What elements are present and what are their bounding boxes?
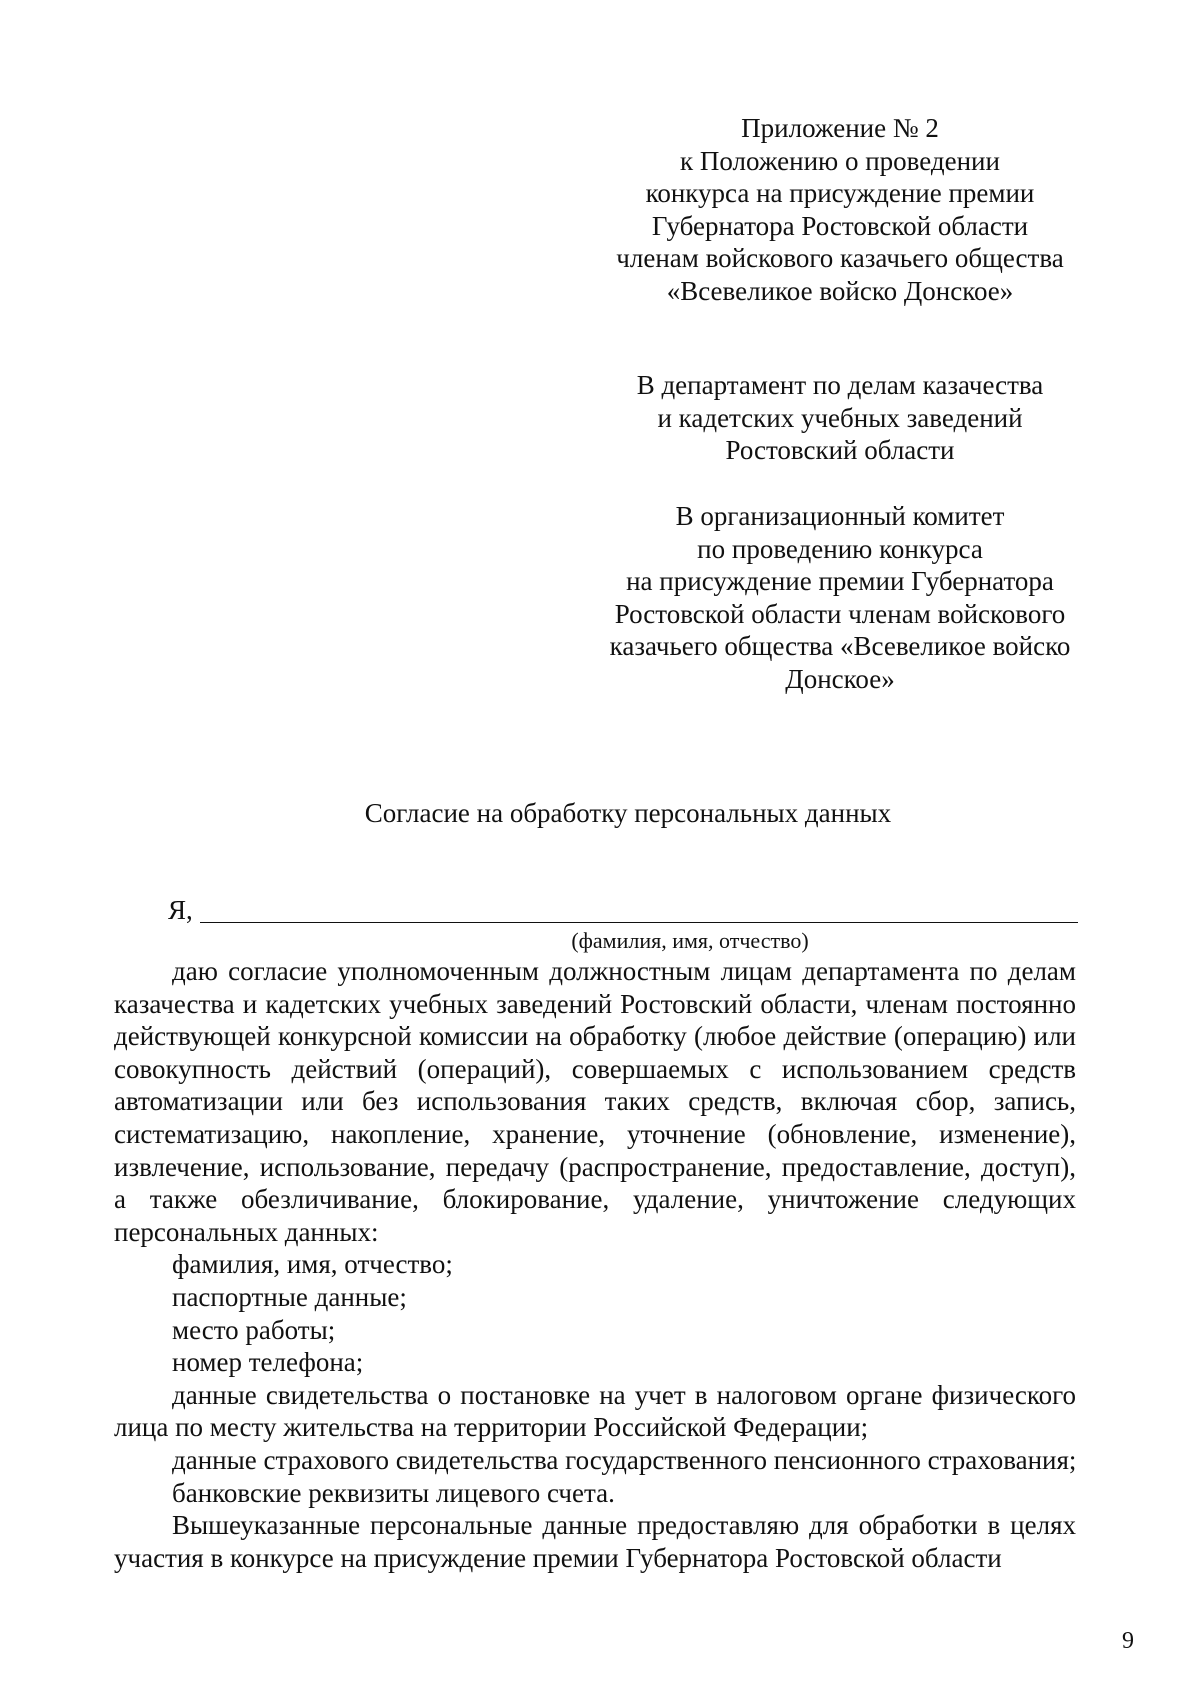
appendix-line: «Всевеликое войско Донское» [666, 275, 1014, 306]
appendix-header [590, 112, 1090, 308]
appendix-line: членам войскового казачьего общества [616, 243, 1064, 274]
consent-paragraph: даю согласие уполномоченным должностным лицам департамента по делам казачества и кадетских учебных заведений Ростовский области, членам постоянно действующей конкурсной комиссии на обработку (любое действие (операцию) или совокупность действий (операций), совершаемых с использованием средств автоматизации или без использования таких средств, включая сбор, запись, систематизацию, накопление, хранение, уточнение (обновление, изменение), извлечение, использование, передачу (распространение, предоставление, доступ), а также обезличивание, блокирование, удаление, уничтожение следующих персональных данных: [114, 956, 1076, 1247]
addressee-line: Донское» [785, 663, 895, 694]
appendix-line: Губернатора Ростовской области [651, 210, 1029, 241]
list-item: номер телефона; [172, 1347, 364, 1378]
appendix-line: конкурса на присуждение премии [645, 178, 1035, 209]
name-prefix: Я, [168, 895, 193, 925]
appendix-line: к Положению о проведении [680, 145, 1000, 176]
tax-certificate-item: данные свидетельства о постановке на учет в налоговом органе физического лица по месту жительства на территории Российской Федерации; [114, 1379, 1076, 1443]
addressee-line: и кадетских учебных заведений [657, 402, 1023, 433]
purpose-paragraph: Вышеуказанные персональные данные предоставляю для обработки в целях участия в конкурсе на присуждение премии Губернатора Ростовской области [114, 1510, 1076, 1573]
page-number: 9 [1122, 1628, 1134, 1654]
addressee-line: по проведению конкурса [697, 533, 983, 564]
addressee-line: казачьего общества «Всевеликое войско [609, 631, 1071, 662]
addressee-department [590, 369, 1090, 467]
pension-certificate-item: данные страхового свидетельства государственного пенсионного страхования; [172, 1444, 1077, 1475]
name-underline [200, 922, 1078, 923]
list-item: паспортные данные; [172, 1281, 407, 1312]
addressee-line: на присуждение премии Губернатора [626, 566, 1054, 597]
addressee-line: В организационный комитет [675, 501, 1005, 531]
bank-details-item: банковские реквизиты лицевого счета. [172, 1477, 615, 1508]
appendix-line: Приложение № 2 [741, 113, 939, 143]
list-item: фамилия, имя, отчество; [172, 1249, 453, 1280]
document-title: Согласие на обработку персональных данных [364, 798, 892, 828]
addressee-line: В департамент по делам казачества [636, 370, 1044, 400]
name-field-hint: (фамилия, имя, отчество) [571, 928, 809, 953]
addressee-line: Ростовской области членам войскового [614, 598, 1066, 629]
addressee-committee [590, 500, 1090, 696]
addressee-line: Ростовский области [725, 435, 955, 466]
consent-body [114, 955, 1076, 1574]
list-item: место работы; [172, 1314, 336, 1345]
